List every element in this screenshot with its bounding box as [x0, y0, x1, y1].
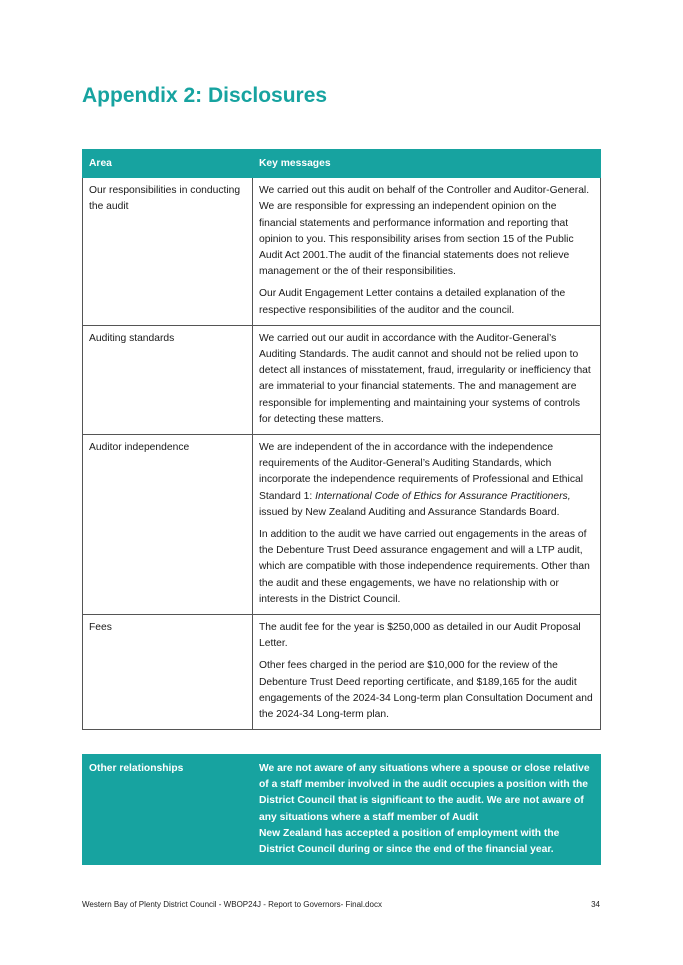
table-row	[83, 615, 601, 730]
message-paragraph: In addition to the audit we have carried out engagements in the areas of the Debenture Trust Deed assurance engagement and will a LTP audit, which are compatible with those independence requirements. Other than the audit and these engagements, we have no relationship with or interests in the District Council.	[259, 529, 590, 605]
message-paragraph: The audit fee for the year is $250,000 as detailed in our Audit Proposal Letter.	[259, 622, 581, 650]
message-text: New Zealand has accepted a position of employment with the District Council during or since the end of the financial year.	[259, 827, 560, 856]
message-paragraph: We carried out this audit on behalf of the Controller and Auditor-General. We are responsible for expressing an independent opinion on the financial statements and performance information and reporting that opinion to you. This responsibility arises from section 15 of the Public Audit Act 2001.The audit of the financial statements does not relieve management or the of their responsibilities.	[259, 185, 590, 278]
message-text: We are not aware of any situations where a spouse or close relative of a staff member involved in the audit occupies a position with the District Council that is significant to the audit. We are not aware of any situations where a staff member of Audit	[259, 763, 590, 823]
text-run: We are independent of the in accordance with the independence requirements of the Auditor-General’s Auditing Standards, which incorporate the independence requirements of Professional and Ethical Standard 1:	[259, 442, 583, 502]
message-paragraph	[259, 440, 594, 521]
row-area: Other relationships	[83, 755, 253, 865]
table-row	[83, 755, 601, 865]
page-number: 34	[591, 900, 600, 909]
header-area: Area	[83, 150, 253, 178]
footer-document-name: Western Bay of Plenty District Council - WBOP24J - Report to Governors- Final.docx	[82, 900, 382, 909]
row-messages	[253, 435, 601, 615]
page-title: Appendix 2: Disclosures	[82, 84, 328, 107]
message-paragraph: We carried out our audit in accordance with the Auditor-General’s Auditing Standards. The audit cannot and should not be relied upon to detect all instances of misstatement, fraud, irregularity or inefficiency that are immaterial to your financial statements. The and management are responsible for implementing and maintaining your systems of controls for detecting these matters.	[259, 332, 591, 425]
row-messages	[253, 325, 601, 434]
table-row	[83, 435, 601, 615]
row-messages	[253, 615, 601, 730]
message-paragraph: Other fees charged in the period are $10,000 for the review of the Debenture Trust Deed reporting certificate, and $189,165 for the audit engagements of the 2024-34 Long-term plan Consultation Document and the 2024-34 Long-term plan.	[259, 660, 593, 721]
message-paragraph: Our Audit Engagement Letter contains a detailed explanation of the respective responsibilities of the auditor and the council.	[259, 288, 566, 316]
table-row	[83, 325, 601, 434]
row-messages	[253, 178, 601, 326]
text-run: issued by New Zealand Auditing and Assurance Standards Board.	[259, 506, 560, 518]
page-footer	[82, 900, 600, 909]
header-key-messages: Key messages	[253, 150, 601, 178]
row-area: Fees	[83, 615, 253, 730]
italic-text-run: International Code of Ethics for Assurance Practitioners,	[315, 490, 571, 502]
row-area: Auditor independence	[83, 435, 253, 615]
row-area: Auditing standards	[83, 325, 253, 434]
table-row	[83, 178, 601, 326]
table-header-row	[83, 150, 601, 178]
row-area: Our responsibilities in conducting the audit	[83, 178, 253, 326]
other-relationships-table	[82, 754, 601, 865]
row-messages	[253, 755, 601, 865]
disclosures-table	[82, 149, 601, 730]
